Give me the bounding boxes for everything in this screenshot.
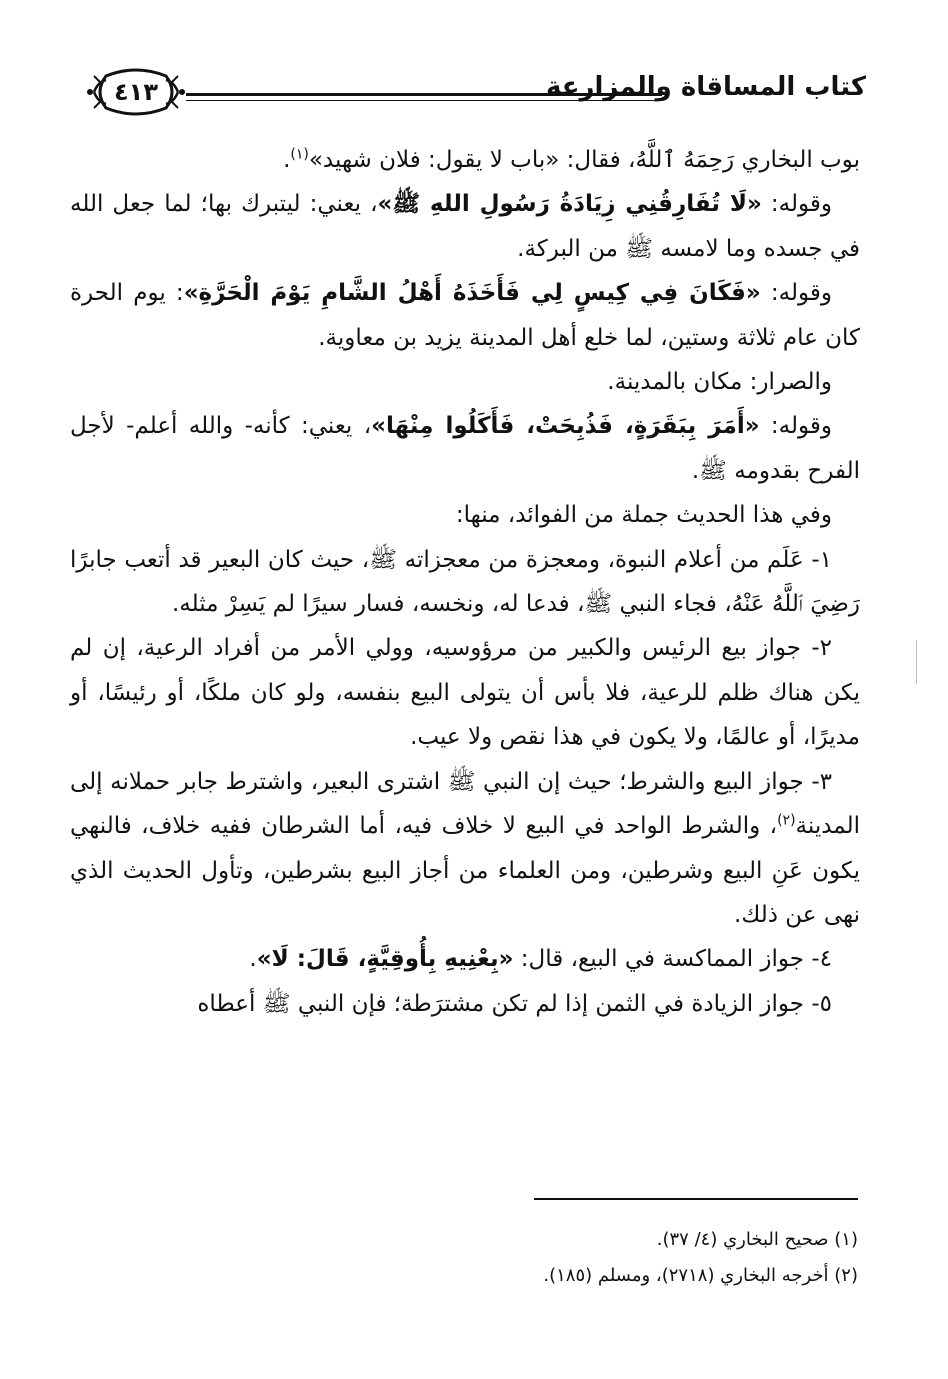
text-run: ، يعني: ليتبرك بها؛ لما جعل الله في جسده وما لامسه ﷺ من البركة. bbox=[70, 191, 860, 262]
footnotes bbox=[200, 1222, 858, 1294]
text-run: ١- عَلَم من أعلام النبوة، ومعجزة من معجزاته ﷺ، حيث كان البعير قد أتعب جابرًا رَضِيَ ٱللَّهُ عَنْهُ، فجاء النبي ﷺ، فدعا له، ونخسه، فسار سيرًا لم يَسِرْ مثله. bbox=[70, 546, 860, 618]
paragraph bbox=[70, 404, 860, 493]
paragraph bbox=[70, 360, 860, 404]
paragraph bbox=[70, 982, 860, 1026]
text-run: : يوم الحرة كان عام ثلاثة وستين، لما خلع أهل المدينة يزيد بن معاوية. bbox=[70, 280, 860, 351]
hadith-quote: «بِعْنِيهِ بِأُوقِيَّةٍ، قَالَ: لَا» bbox=[256, 946, 514, 973]
text-run: ٤- جواز المماكسة في البيع، قال: bbox=[513, 946, 832, 973]
hadith-quote: «أَمَرَ بِبَقَرَةٍ، فَذُبِحَتْ، فَأَكَلُوا مِنْهَا» bbox=[371, 413, 760, 440]
main-text bbox=[70, 138, 860, 1026]
text-run: ٥- جواز الزيادة في الثمن إذا لم تكن مشترَطة؛ فإن النبي ﷺ أعطاه bbox=[197, 990, 832, 1017]
text-run: وفي هذا الحديث جملة من الفوائد، منها: bbox=[455, 502, 832, 529]
page-number-ornament bbox=[86, 62, 186, 122]
text-run: ٢- جواز بيع الرئيس والكبير من مرؤوسيه، وولي الأمر من أفراد الرعية، إن لم يكن هناك ظلم للرعية، فلا بأس أن يتولى البيع بنفسه، ولو كان ملكًا، أو رئيسًا، أو مديرًا، أو عالمًا، ولا يكون في هذا نقص ولا عيب. bbox=[70, 635, 860, 751]
text-run: . bbox=[283, 147, 291, 173]
footnote: (٢) أخرجه البخاري (٢٧١٨)، ومسلم (١٨٥). bbox=[543, 1265, 858, 1286]
text-run: ، والشرط الواحد في البيع لا خلاف فيه، أما الشرطان ففيه خلاف، فالنهي يكون عَنِ البيع وشرطين، ومن العلماء من أجاز البيع بشرطين، وتأول الحديث الذي نهى عن ذلك. bbox=[70, 813, 860, 928]
text-run: وقوله: bbox=[761, 191, 832, 218]
text-run: ٣- جواز البيع والشرط؛ حيث إن النبي ﷺ اشترى البعير، واشترط جابر حملانه إلى المدينة bbox=[70, 768, 860, 840]
footnote-divider bbox=[534, 1198, 858, 1200]
text-run: بوب البخاري رَحِمَهُ ٱللَّهُ، فقال: «باب لا يقول: فلان شهيد» bbox=[308, 147, 860, 173]
text-run: وقوله: bbox=[759, 413, 832, 440]
hadith-quote: «لَا تُفَارِقُنِي زِيَادَةُ رَسُولِ اللهِ ﷺ» bbox=[377, 191, 762, 218]
page-number: ٤١٣ bbox=[114, 78, 158, 106]
paragraph bbox=[70, 538, 860, 627]
text-run: وقوله: bbox=[760, 280, 832, 307]
footnote-ref: (١) bbox=[290, 146, 309, 163]
hadith-quote: «فَكَانَ فِي كِيسٍ لِي فَأَخَذَهُ أَهْلُ الشَّامِ يَوْمَ الْحَرَّةِ» bbox=[183, 280, 761, 307]
paragraph bbox=[70, 271, 860, 360]
book-title: كتاب المساقاة والمزارعة bbox=[545, 72, 866, 102]
paragraph bbox=[70, 760, 860, 938]
paragraph bbox=[70, 182, 860, 271]
paragraph bbox=[70, 493, 860, 537]
text-run: ، يعني: كأنه- والله أعلم- لأجل الفرح بقدومه ﷺ. bbox=[70, 413, 860, 484]
footnote-ref: (٢) bbox=[777, 812, 796, 829]
text-run: والصرار: مكان بالمدينة. bbox=[607, 369, 832, 396]
paragraph bbox=[70, 138, 860, 182]
page-header bbox=[86, 62, 866, 122]
footnote: (١) صحيح البخاري (٤/ ٣٧). bbox=[656, 1229, 858, 1250]
margin-mark bbox=[916, 640, 917, 684]
paragraph bbox=[70, 626, 860, 759]
paragraph bbox=[70, 937, 860, 981]
text-run: . bbox=[249, 946, 257, 973]
